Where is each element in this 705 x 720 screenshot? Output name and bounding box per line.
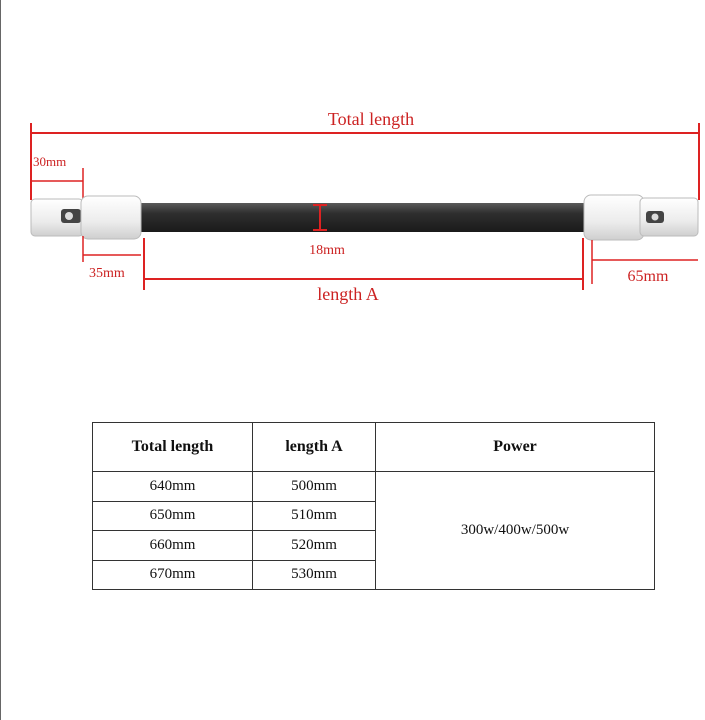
table-row — [93, 472, 655, 502]
cell-total-length: 650mm — [93, 501, 253, 531]
left-cap-label: 30mm — [33, 154, 67, 169]
left-collar-dimension — [83, 236, 141, 281]
cell-total-length: 670mm — [93, 560, 253, 590]
right-collar — [584, 195, 644, 240]
cell-power: 300w/400w/500w — [376, 472, 655, 590]
cell-total-length: 660mm — [93, 531, 253, 561]
total-length-dimension — [31, 109, 699, 200]
cell-length-a: 530mm — [253, 560, 376, 590]
diameter-label: 18mm — [309, 243, 345, 258]
right-end-label: 65mm — [627, 268, 669, 285]
spec-table — [92, 422, 655, 590]
header-total-length: Total length — [93, 423, 253, 472]
length-a-label: length A — [317, 284, 379, 304]
left-cap-dimension — [31, 154, 83, 200]
heater-element — [31, 195, 698, 240]
table-header-row — [93, 423, 655, 472]
length-a-dimension — [144, 238, 583, 304]
right-end-dimension — [592, 240, 698, 285]
cell-total-length: 640mm — [93, 472, 253, 502]
left-collar — [81, 196, 141, 239]
carbon-tube — [140, 203, 586, 232]
cell-length-a: 500mm — [253, 472, 376, 502]
header-power: Power — [376, 423, 655, 472]
left-collar-label: 35mm — [89, 266, 125, 281]
cell-length-a: 510mm — [253, 501, 376, 531]
total-length-label: Total length — [327, 109, 415, 129]
cell-length-a: 520mm — [253, 531, 376, 561]
header-length-a: length A — [253, 423, 376, 472]
